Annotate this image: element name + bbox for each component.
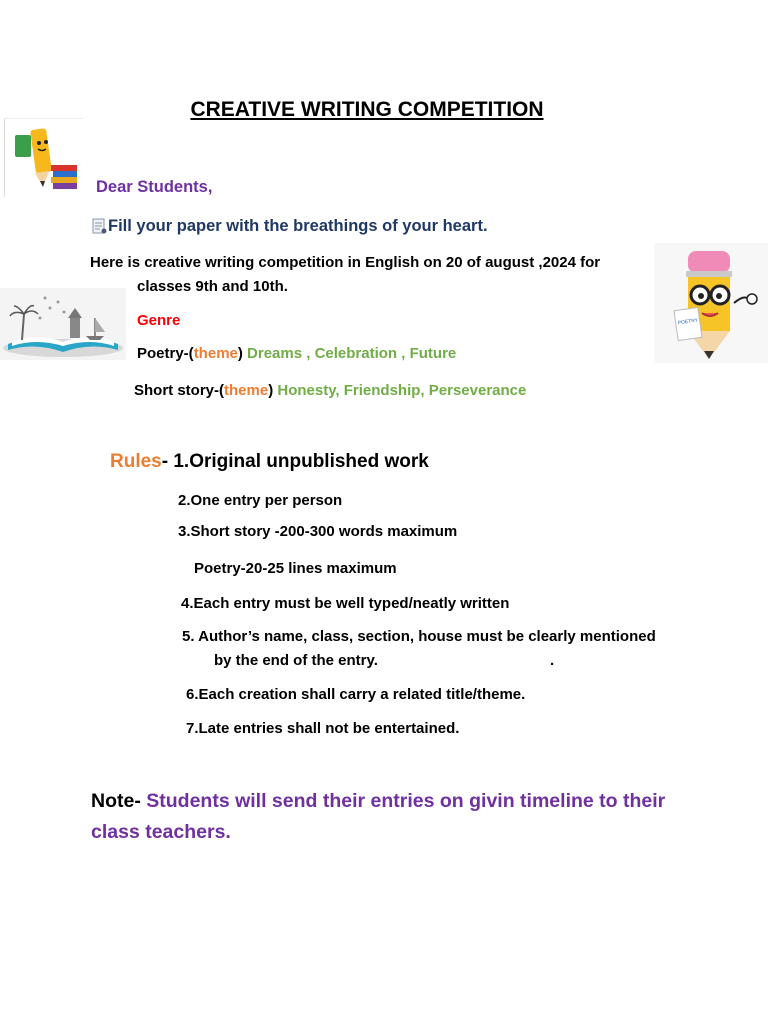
- rule-3: 3.Short story -200-300 words maximum: [178, 523, 458, 540]
- rule-3-poetry: Poetry-20-25 lines maximum: [194, 560, 397, 577]
- svg-text:POETRY: POETRY: [677, 317, 699, 327]
- open-book-stories-icon: [0, 288, 126, 360]
- poetry-theme-line: [137, 345, 456, 362]
- note-label: Note-: [91, 790, 141, 812]
- pencil-reading-books-icon: [4, 118, 83, 197]
- intro-line-2: classes 9th and 10th.: [137, 278, 288, 295]
- rules-separator: -: [161, 451, 174, 472]
- short-story-prefix: Short story-(: [134, 382, 224, 399]
- short-story-theme-word: theme: [224, 382, 269, 399]
- intro-line-1: Here is creative writing competition in English on 20 of august ,2024 for: [90, 254, 601, 271]
- genre-label: Genre: [137, 312, 181, 329]
- short-story-themes: Honesty, Friendship, Perseverance: [273, 382, 527, 399]
- rule-6: 6.Each creation shall carry a related title/theme.: [186, 686, 526, 703]
- note-text-1: Students will send their entries on givin timeline to their: [140, 790, 666, 812]
- rule-5-line-2: by the end of the entry.: [214, 652, 378, 669]
- tagline: Fill your paper with the breathings of your heart.: [108, 217, 488, 235]
- rule-2: 2.One entry per person: [178, 492, 343, 509]
- document-bullet-icon: [91, 218, 108, 235]
- pencil-poetry-mascot-icon: [654, 243, 768, 363]
- note-line-1: [91, 790, 665, 813]
- poetry-prefix: Poetry-(: [137, 345, 194, 362]
- rule-7: 7.Late entries shall not be entertained.: [186, 720, 460, 737]
- rule-5-dot: .: [550, 652, 555, 669]
- rule-5-line-1: 5. Author’s name, class, section, house must be clearly mentioned: [182, 628, 656, 645]
- greeting: Dear Students,: [96, 178, 213, 196]
- short-story-theme-line: [134, 382, 526, 399]
- poetry-suffix: ): [237, 345, 243, 362]
- rules-label: Rules: [110, 451, 162, 472]
- rule-1: 1.Original unpublished work: [173, 451, 429, 472]
- short-story-suffix: ): [268, 382, 274, 399]
- page-title: CREATIVE WRITING COMPETITION: [190, 98, 544, 121]
- tagline-row: [91, 217, 488, 236]
- note-line-2: class teachers.: [91, 821, 231, 843]
- rule-4: 4.Each entry must be well typed/neatly written: [181, 595, 510, 612]
- poetry-theme-word: theme: [193, 345, 238, 362]
- rules-first-line: [110, 451, 429, 473]
- poetry-themes: Dreams , Celebration , Future: [242, 345, 457, 362]
